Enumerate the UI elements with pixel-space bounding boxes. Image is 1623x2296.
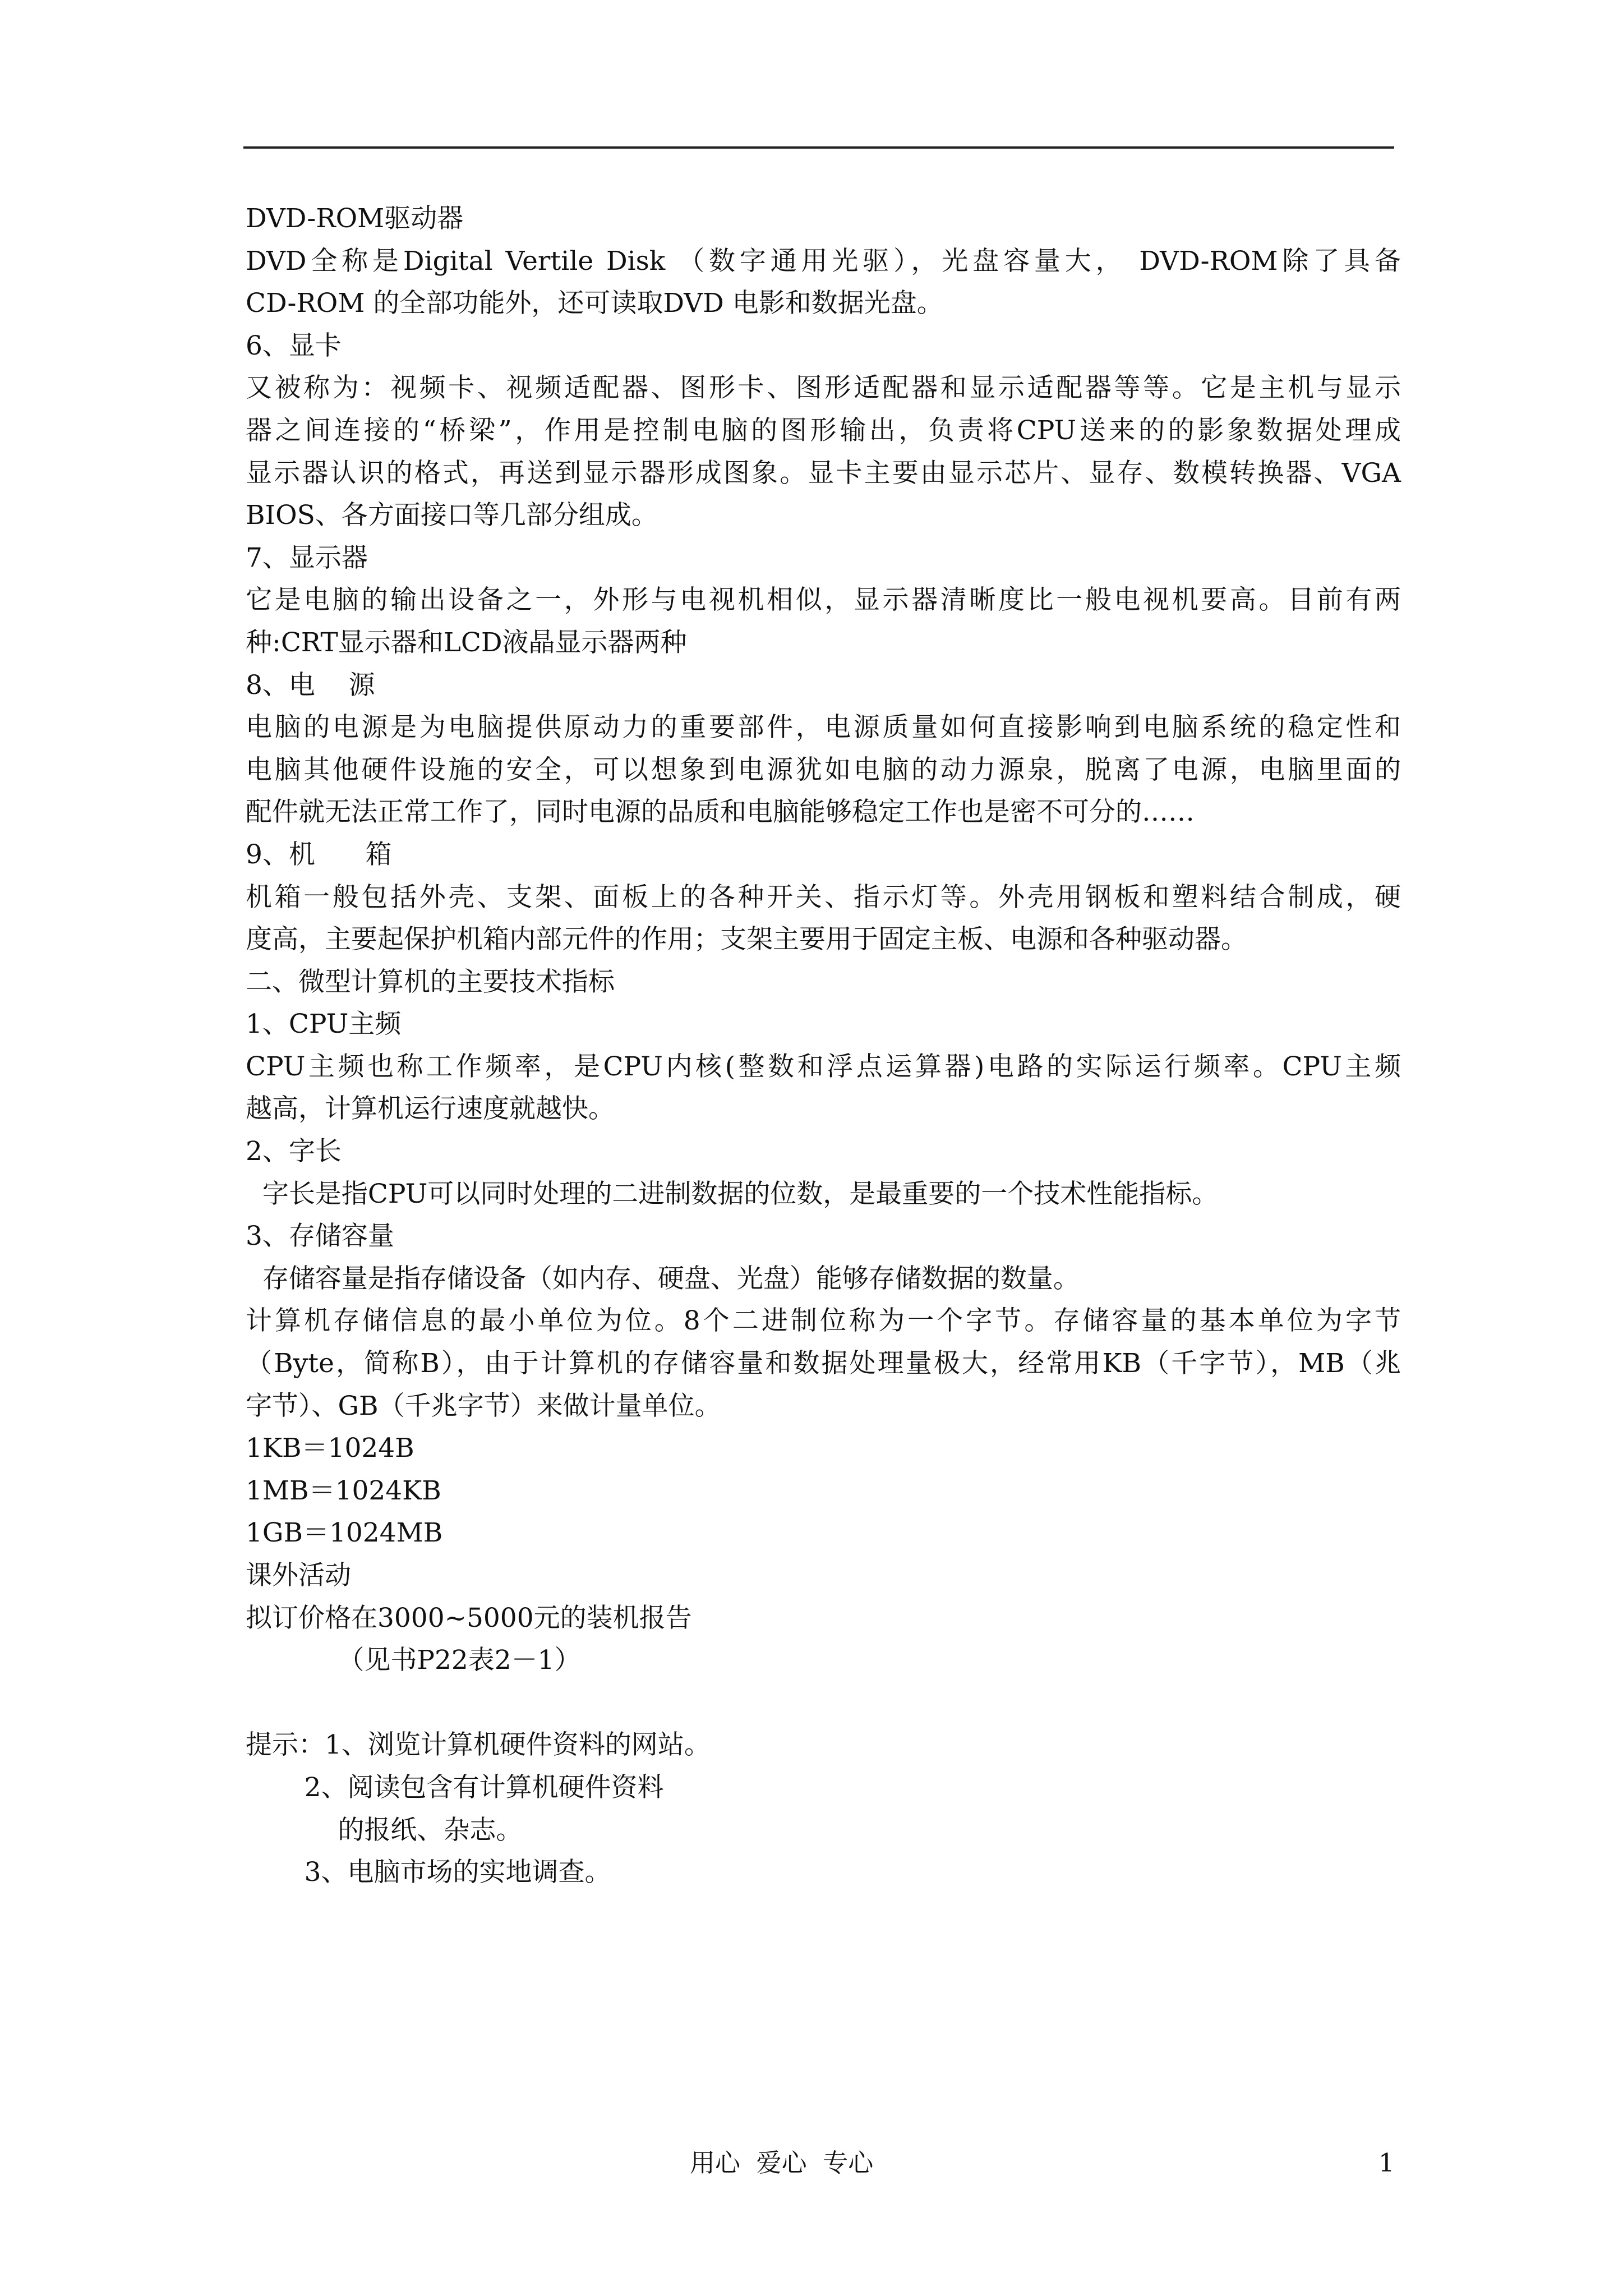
heading-cpu-frequency: 1、CPU主频 (246, 1009, 402, 1040)
paragraph-line: 度高，主要起保护机箱内部元件的作用；支架主要用于固定主板、电源和各种驱动器。 (246, 924, 1247, 955)
section-heading-tech-indicators: 二、微型计算机的主要技术指标 (246, 966, 615, 997)
paragraph-line: 配件就无法正常工作了，同时电源的品质和电脑能够稳定工作也是密不可分的…… (246, 797, 1195, 828)
heading-monitor: 7、显示器 (246, 542, 368, 573)
paragraph-line: 又被称为：视频卡、视频适配器、图形卡、图形适配器和显示适配器等等。它是主机与显示 (246, 372, 1401, 404)
tip-line: 2、阅读包含有计算机硬件资料 (246, 1772, 664, 1803)
paragraph-line: 存储容量是指存储设备（如内存、硬盘、光盘）能够存储数据的数量。 (246, 1263, 1080, 1294)
paragraph-line: 电脑其他硬件设施的安全，可以想象到电源犹如电脑的动力源泉，脱离了电源，电脑里面的 (246, 754, 1401, 785)
unit-conversion-line: 1GB＝1024MB (246, 1517, 443, 1549)
paragraph-line: 电脑的电源是为电脑提供原动力的重要部件，电源质量如何直接影响到电脑系统的稳定性和 (246, 712, 1401, 743)
paragraph-line: BIOS、各方面接口等几部分组成。 (246, 500, 658, 531)
heading-graphics-card: 6、显卡 (246, 330, 342, 361)
footer-motto: 用心 爱心 专心 (690, 2148, 874, 2178)
paragraph-line: 越高，计算机运行速度就越快。 (246, 1093, 615, 1125)
reference-note: （见书P22表2－1） (246, 1645, 581, 1676)
paragraph-line: 机箱一般包括外壳、支架、面板上的各种开关、指示灯等。外壳用钢板和塑料结合制成，硬 (246, 881, 1401, 913)
tip-line: 的报纸、杂志。 (246, 1814, 523, 1846)
heading-dvd-rom: DVD-ROM驱动器 (246, 203, 464, 234)
heading-extracurricular: 课外活动 (246, 1560, 351, 1591)
paragraph-line: 种:CRT显示器和LCD液晶显示器两种 (246, 627, 687, 658)
tip-line: 提示：1、浏览计算机硬件资料的网站。 (246, 1729, 711, 1761)
paragraph-line: 它是电脑的输出设备之一，外形与电视机相似，显示器清晰度比一般电视机要高。目前有两 (246, 585, 1401, 616)
document-body (246, 197, 1401, 1894)
blank-line (246, 1682, 1401, 1724)
unit-conversion-line: 1KB＝1024B (246, 1433, 414, 1464)
paragraph-line: 拟订价格在3000~5000元的装机报告 (246, 1602, 692, 1634)
tip-line: 3、电脑市场的实地调查。 (246, 1857, 611, 1888)
paragraph-line: 计算机存储信息的最小单位为位。8个二进制位称为一个字节。存储容量的基本单位为字节 (246, 1305, 1401, 1337)
heading-word-length: 2、字长 (246, 1136, 342, 1167)
paragraph-line: CPU主频也称工作频率，是CPU内核(整数和浮点运算器)电路的实际运行频率。CPU主频 (246, 1051, 1401, 1082)
unit-conversion-line: 1MB＝1024KB (246, 1475, 441, 1506)
paragraph-line: 器之间连接的“桥梁”，作用是控制电脑的图形输出，负责将CPU送来的的影象数据处理成 (246, 415, 1401, 446)
heading-power-supply: 8、电 源 (246, 669, 375, 701)
paragraph-line: 显示器认识的格式，再送到显示器形成图象。显卡主要由显示芯片、显存、数模转换器、VGA (246, 457, 1401, 489)
paragraph-line: CD-ROM 的全部功能外，还可读取DVD 电影和数据光盘。 (246, 288, 943, 319)
paragraph-line: DVD全称是Digital Vertile Disk （数字通用光驱），光盘容量大， DVD-ROM除了具备 (246, 245, 1401, 277)
paragraph-line: 字节）、GB（千兆字节）来做计量单位。 (246, 1390, 721, 1421)
heading-storage-capacity: 3、存储容量 (246, 1221, 394, 1252)
paragraph-line: 字长是指CPU可以同时处理的二进制数据的位数，是最重要的一个技术性能指标。 (246, 1178, 1219, 1209)
heading-chassis: 9、机 箱 (246, 839, 392, 870)
header-rule (243, 146, 1394, 149)
paragraph-line: （Byte，简称B），由于计算机的存储容量和数据处理量极大，经常用KB（千字节），MB（兆 (246, 1348, 1401, 1379)
page-number: 1 (1378, 2148, 1395, 2178)
